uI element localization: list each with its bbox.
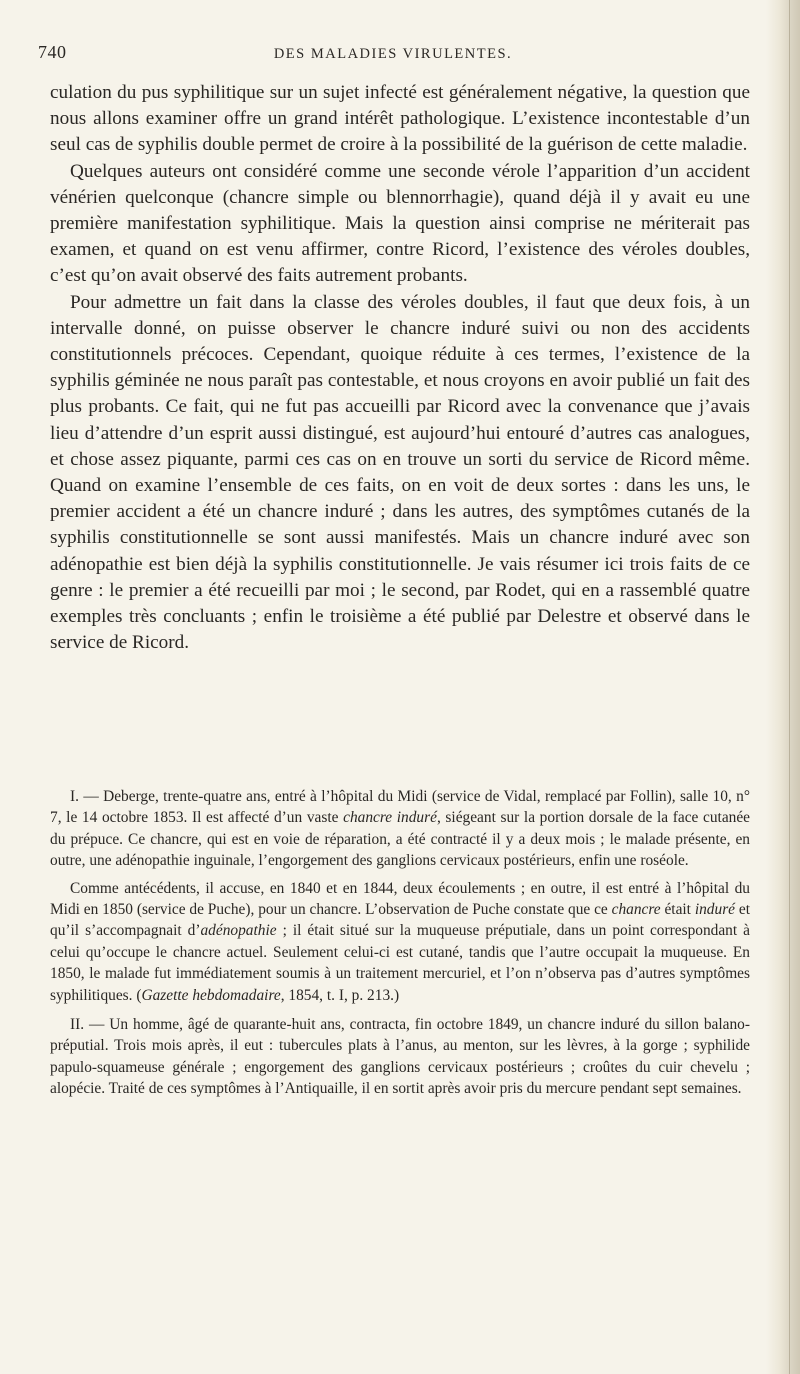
case-note-1: I. — Deberge, trente-quatre ans, entré à l’hôpital du Midi (service de Vidal, remplacé par Follin), salle 10, n° 7, le 14 octobre 1853. Il est affecté d’un vaste chancre induré, siégeant sur la portion dorsale de la face cutanée du prépuce. Ce chancre, qui est en voie de réparation, a été contracté il y a deux mois ; le malade présente, en outre, une adénopathie inguinale, l’engorgement des ganglions cervicaux postérieurs, enfin une roséole. <box>50 788 751 870</box>
body-text <box>50 80 750 656</box>
paragraph: Quelques auteurs ont considéré comme une seconde vérole l’apparition d’un accident vénérien quelconque (chancre simple ou blennorrhagie), quand déjà il y avait eu une première manifestation syphilitique. Mais la question ainsi comprise ne mériterait pas examen, et quand on est venu affirmer, contre Ricord, l’existence des véroles doubles, c’est qu’on avait observé des faits autrement probants. <box>50 160 750 287</box>
page-number: 740 <box>38 42 67 62</box>
case-notes <box>50 786 750 1106</box>
paragraph: culation du pus syphilitique sur un sujet infecté est généralement négative, la question que nous allons examiner offre un grand intérêt pathologique. L’existence incontestable d’un seul cas de syphilis double permet de croire à la possibilité de la guérison de cette maladie. <box>50 82 750 156</box>
case-note-2: II. — Un homme, âgé de quarante-huit ans, contracta, fin octobre 1849, un chancre induré du sillon balano-préputial. Trois mois après, il eut : tubercules plats à l’anus, au menton, sur les lèvres, à la gorge ; syphilide papulo-squameuse générale ; engorgement des ganglions cervicaux postérieurs ; croûtes du cuir chevelu ; alopécie. Traité de ces symptômes à l’Antiquaille, il en sortit après avoir pris du mercure pendant sept semaines. <box>50 1016 750 1098</box>
page-edge-line <box>789 0 790 1374</box>
running-head: DES MALADIES VIRULENTES. <box>273 46 513 62</box>
page-edge-shadow <box>766 0 800 1374</box>
paragraph: Pour admettre un fait dans la classe des véroles doubles, il faut que deux fois, à un intervalle donné, on puisse observer le chancre induré suivi ou non des accidents constitutionnels précoces. Cependant, quoique réduite à ces termes, l’existence de la syphilis géminée ne nous paraît pas contestable, et nous croyons en avoir publié un fait des plus probants. Ce fait, qui ne fut pas accueilli par Ricord avec la convenance que j’avais lieu d’attendre d’un esprit aussi distingué, est aujourd’hui entouré d’autres cas analogues, et chose assez piquante, parmi ces cas on en trouve un sorti du service de Ricord même. Quand on examine l’ensemble de ces faits, on en voit de deux sortes : dans les uns, le premier accident a été un chancre induré ; dans les autres, des symptômes cutanés de la syphilis constitutionnelle se sont aussi manifestés. Mais un chancre induré avec son adénopathie est bien déjà la syphilis constitutionnelle. Je vais résumer ici trois faits de ce genre : le premier a été recueilli par moi ; le second, par Rodet, qui en a rassemblé quatre exemples très concluants ; enfin le troisième a été publié par Delestre et observé dans le service de Ricord. <box>50 291 750 654</box>
page-header <box>38 42 748 72</box>
case-note-1-antecedents: Comme antécédents, il accuse, en 1840 et en 1844, deux écoulements ; en outre, il est entré à l’hôpital du Midi en 1850 (service de Puche), pour un chancre. L’observation de Puche constate que ce chancre était induré et qu’il s’accompagnait d’adénopathie ; il était situé sur la muqueuse préputiale, dans un point correspondant à celui qu’occupe le chancre actuel. Seulement celui-ci est cutané, tandis que l’autre occupait la muqueuse. En 1850, le malade fut immédiatement soumis à un traitement mercuriel, et l’on n’observa pas d’autres symptômes syphilitiques. (Gazette hebdomadaire, 1854, t. I, p. 213.) <box>50 879 750 1004</box>
